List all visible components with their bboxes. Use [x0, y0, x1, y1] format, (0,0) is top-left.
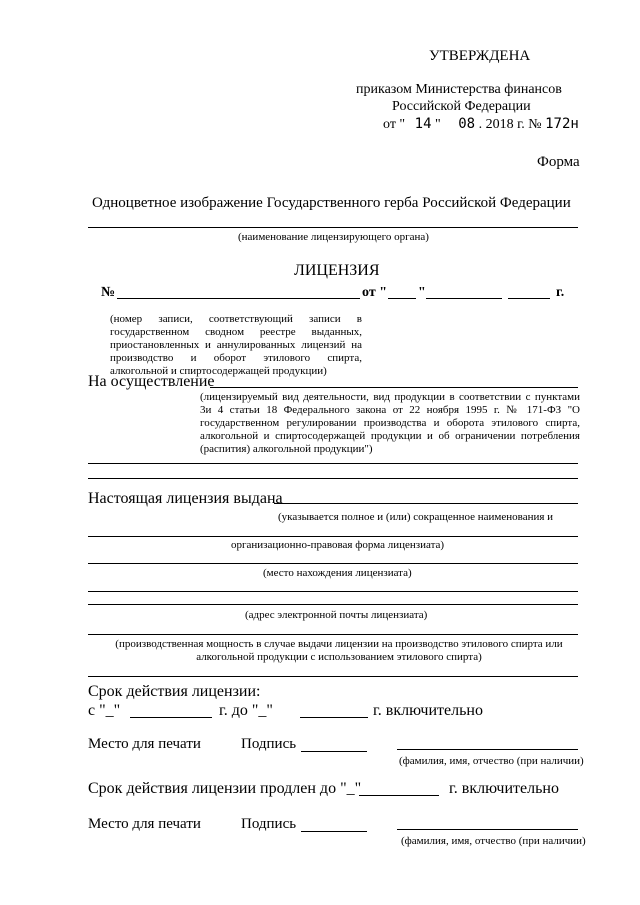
activity-line-3: [88, 478, 578, 479]
extended-label: Срок действия лицензии продлен до "_": [88, 780, 362, 797]
form-label: Форма: [537, 154, 580, 170]
date-year-no: . 2018 г. №: [478, 117, 542, 132]
authority-hint: (наименование лицензирующего органа): [238, 231, 429, 243]
authority-line: [88, 227, 578, 228]
number-quote: ": [418, 285, 426, 300]
issued-hint-1: (указывается полное и (или) сокращенное наименования и: [278, 511, 554, 523]
issued-label: Настоящая лицензия выдана: [88, 490, 283, 507]
name-line-2: [397, 829, 578, 830]
day-line: [388, 298, 416, 299]
issued-line-2: [88, 536, 578, 537]
name-hint-1: (фамилия, имя, отчество (при наличии): [399, 755, 584, 767]
name-hint-2: (фамилия, имя, отчество (при наличии): [401, 835, 586, 847]
emblem-placeholder: Одноцветное изображение Государственного герба Российской Федерации: [92, 195, 571, 211]
issued-hint-3: (место нахождения лицензиата): [263, 567, 412, 579]
date-sep: ": [435, 117, 441, 132]
activity-line: [210, 387, 578, 388]
approval-date-line: [383, 116, 579, 133]
extended-inclusive: г. включительно: [449, 780, 559, 797]
date-day: 14: [414, 116, 432, 132]
sign-line-1: [301, 751, 367, 752]
number-year: г.: [556, 285, 565, 300]
seal-label-2: Место для печати: [88, 816, 201, 832]
issued-hint-4: (адрес электронной почты лицензиата): [245, 609, 428, 621]
seal-label-1: Место для печати: [88, 736, 201, 752]
license-title: ЛИЦЕНЗИЯ: [294, 262, 380, 279]
validity-label: Срок действия лицензии:: [88, 683, 261, 700]
approval-line-2: Российской Федерации: [392, 99, 531, 114]
activity-hint: (лицензируемый вид деятельности, вид продукции в соответствии с пунктами 3и 4 статьи 18 Федерального закона от 22 ноября 1995 г. № 171-ФЗ "О государственном регулировании производства и оборота этилового спирта, алкогольной и спиртосодержащей продукции и об ограничении потребления (распития) алкогольной продукции"): [200, 391, 580, 455]
approval-line-1: приказом Министерства финансов: [356, 82, 562, 97]
issued-line: [274, 503, 578, 504]
activity-line-2: [88, 463, 578, 464]
number-line: [117, 298, 360, 299]
record-hint: (номер записи, соответствующий записи в государственном сводном реестре выданных, приостановленных и аннулированных лицензий на производство и оборот этилового спирта, алкогольной и спиртосодержащей продукции): [110, 313, 362, 377]
date-prefix: от ": [383, 117, 406, 132]
order-number: 172н: [545, 116, 579, 132]
validity-inclusive: г. включительно: [373, 702, 483, 719]
number-from: от ": [362, 285, 387, 300]
issued-hint-2: организационно-правовая форма лицензиата): [231, 539, 445, 551]
capacity-line-2: [88, 676, 578, 677]
year-line: [508, 298, 550, 299]
sign-line-2: [301, 831, 367, 832]
email-line-2: [88, 604, 578, 605]
approval-title: УТВЕРЖДЕНА: [429, 48, 531, 64]
email-line-1: [88, 591, 578, 592]
month-line: [426, 298, 502, 299]
issued-hint-5: (производственная мощность в случае выдачи лицензии на производство этилового спирта или алкогольной продукции с использованием этилового спирта): [115, 638, 563, 663]
validity-from-line: [130, 717, 212, 718]
validity-from: с "_": [88, 702, 121, 719]
name-line-1: [397, 749, 578, 750]
extended-line: [359, 795, 439, 796]
validity-to: г. до "_": [219, 702, 273, 719]
date-month: 08: [458, 116, 476, 132]
location-line: [88, 563, 578, 564]
validity-to-line: [300, 717, 368, 718]
sign-label-1: Подпись: [241, 736, 297, 752]
sign-label-2: Подпись: [241, 816, 297, 832]
number-sign: №: [101, 285, 116, 300]
capacity-line: [88, 634, 578, 635]
activity-label: На осуществление: [88, 373, 215, 390]
